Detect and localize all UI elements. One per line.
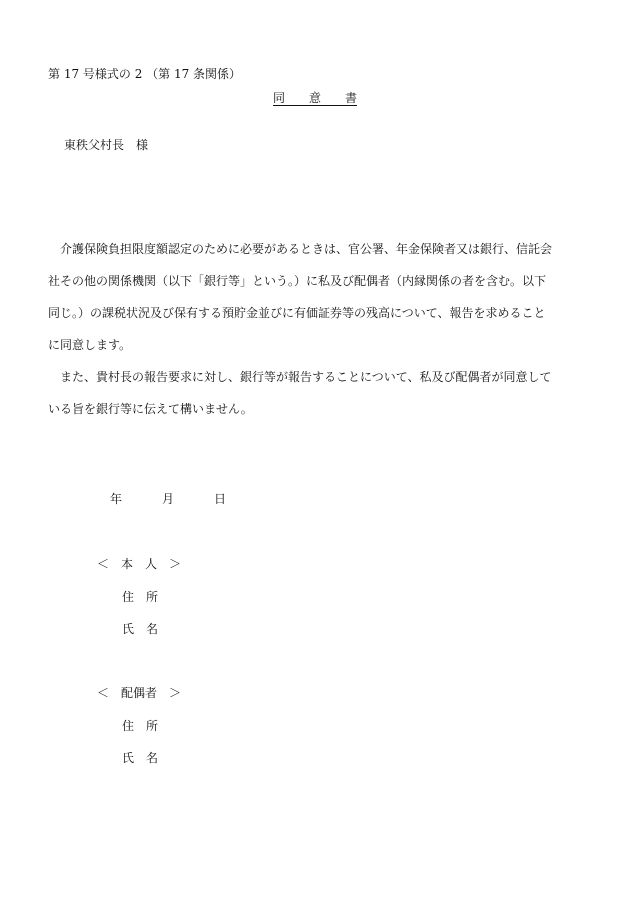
spouse-heading: ＜ 配偶者 ＞ bbox=[97, 686, 182, 700]
consent-body bbox=[48, 233, 584, 425]
spouse-name-label: 氏 名 bbox=[122, 751, 159, 765]
paragraph-2-line: また、貴村長の報告要求に対し、銀行等が報告することについて、私及び配偶者が同意して bbox=[60, 370, 552, 384]
spouse-address-label: 住 所 bbox=[122, 719, 159, 733]
paragraph-1 bbox=[48, 233, 584, 361]
principal-name-label: 氏 名 bbox=[122, 622, 159, 636]
document-title-text: 同 意 書 bbox=[272, 91, 357, 105]
paragraph-2 bbox=[48, 361, 584, 425]
paragraph-1-line: に同意します。 bbox=[48, 338, 132, 352]
date-month-label: 月 bbox=[162, 492, 175, 506]
paragraph-1-line: 介護保険負担限度額認定のために必要があるときは、官公署、年金保険者又は銀行、信託会 bbox=[60, 242, 553, 256]
addressee: 東秩父村長 様 bbox=[64, 138, 149, 152]
principal-heading: ＜ 本 人 ＞ bbox=[97, 557, 182, 571]
document-title bbox=[0, 91, 630, 105]
date-day-label: 日 bbox=[214, 492, 227, 506]
paragraph-2-line: いる旨を銀行等に伝えて構いません。 bbox=[48, 402, 253, 416]
form-number: 第 17 号様式の 2 （第 17 条関係） bbox=[48, 67, 242, 81]
paragraph-1-line: 同じ。）の課税状況及び保有する預貯金並びに有価証券等の残高について、報告を求めること bbox=[48, 306, 546, 320]
date-year-label: 年 bbox=[110, 492, 123, 506]
paragraph-1-line: 社その他の関係機関（以下「銀行等」という。）に私及び配偶者（内縁関係の者を含む。以下 bbox=[48, 274, 547, 288]
principal-address-label: 住 所 bbox=[122, 590, 159, 604]
